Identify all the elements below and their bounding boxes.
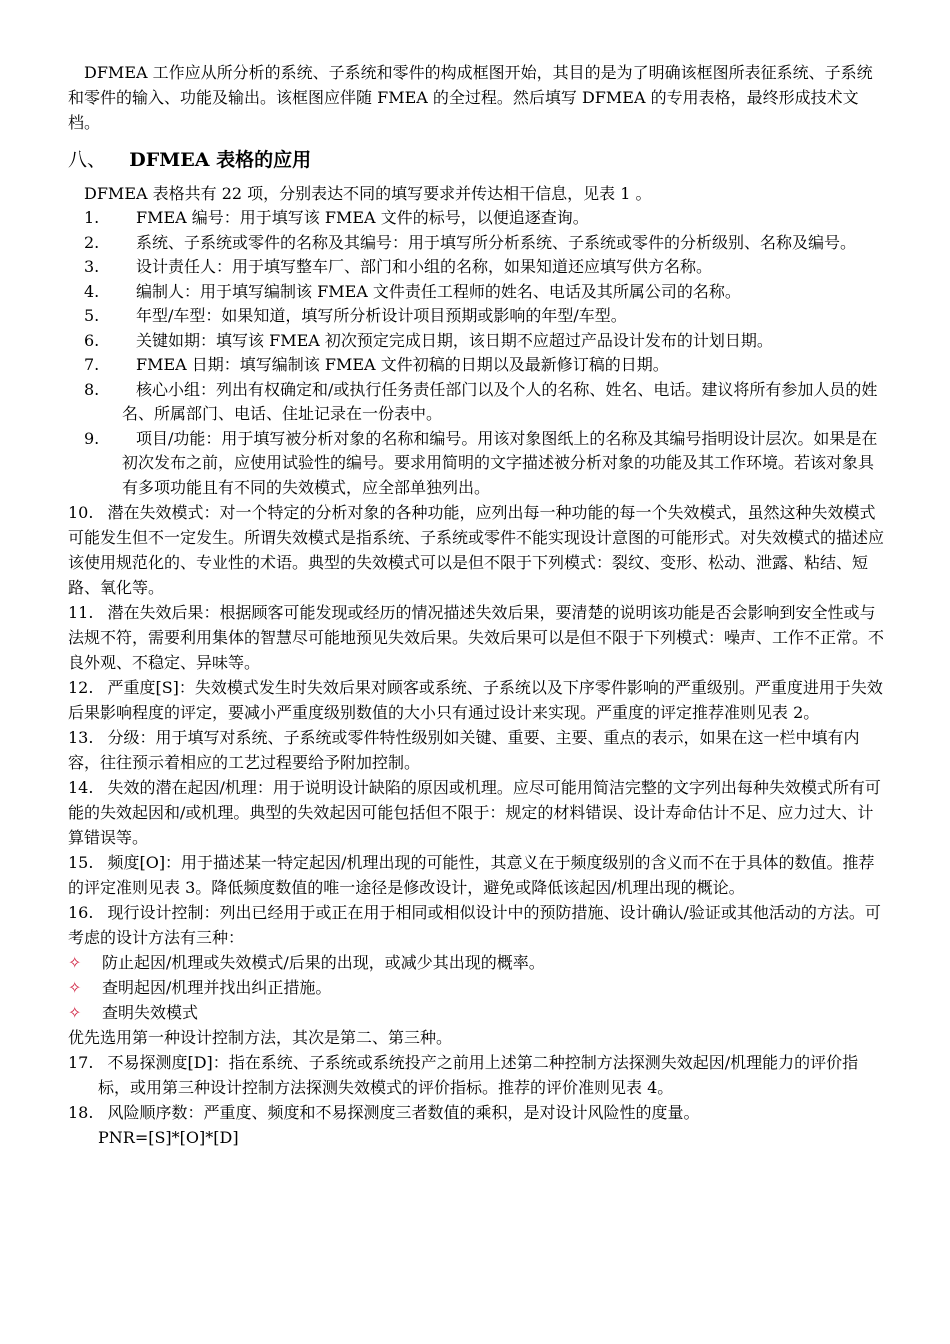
rpn-formula: PNR=[S]*[O]*[D] bbox=[98, 1128, 239, 1147]
item-text: 严重度[S]：失效模式发生时失效后果对顾客或系统、子系统以及下序零件影响的严重级别。严重度进用于失效后果影响程度的评定，要减小严重度级别数值的大小只有通过设计来实现。严重度的评定推荐准则见表 2。 bbox=[68, 678, 883, 722]
intro-paragraph: DFMEA 工作应从所分析的系统、子系统和零件的构成框图开始，其目的是为了明确该框图所表征系统、子系统和零件的输入、功能及输出。该框图应伴随 FMEA 的全过程。然后填写 DFMEA 的专用表格，最终形成技术文档。 bbox=[68, 63, 873, 132]
item-text: 风险顺序数：严重度、频度和不易探测度三者数值的乘积，是对设计风险性的度量。 bbox=[107, 1103, 700, 1122]
item-text: FMEA 日期：填写编制该 FMEA 文件初稿的日期以及最新修订稿的日期。 bbox=[136, 355, 669, 374]
item-text: 关键如期：填写该 FMEA 初次预定完成日期，该日期不应超过产品设计发布的计划日期。 bbox=[136, 330, 773, 350]
item-number: 10. bbox=[68, 503, 94, 522]
list-item bbox=[68, 353, 888, 378]
list-item bbox=[68, 850, 888, 900]
list-item bbox=[68, 231, 888, 256]
item-text: 年型/车型：如果知道，填写所分析设计项目预期或影响的年型/车型。 bbox=[136, 306, 627, 325]
item-number: 11. bbox=[68, 603, 94, 622]
item-number: 5. bbox=[84, 306, 100, 325]
list-item bbox=[68, 975, 888, 1000]
item-text: 核心小组：列出有权确定和/或执行任务责任部门以及个人的名称、姓名、电话。建议将所有参加人员的姓名、所属部门、电话、住址记录在一份表中。 bbox=[122, 379, 878, 423]
item-text: 现行设计控制：列出已经用于或正在用于相同或相似设计中的预防措施、设计确认/验证或其他活动的方法。可考虑的设计方法有三种： bbox=[68, 903, 881, 947]
list-item bbox=[68, 427, 888, 501]
list-item bbox=[68, 950, 888, 975]
diamond-bullet-icon: ✧ bbox=[68, 953, 82, 972]
item-number: 1. bbox=[84, 208, 100, 227]
list-item bbox=[68, 280, 888, 305]
numbered-list-block bbox=[68, 500, 888, 950]
item-text: 查明失效模式 bbox=[102, 1003, 199, 1022]
section-intro: DFMEA 表格共有 22 项，分别表达不同的填写要求并传达相干信息，见表 1 。 bbox=[84, 184, 652, 203]
item-number: 8. bbox=[84, 379, 100, 399]
section-title: DFMEA 表格的应用 bbox=[129, 149, 312, 171]
item-text: 编制人：用于填写编制该 FMEA 文件责任工程师的姓名、电话及其所属公司的名称。 bbox=[136, 281, 741, 301]
list-item bbox=[68, 775, 888, 850]
list-item bbox=[68, 1100, 888, 1125]
item-number: 2. bbox=[84, 232, 100, 252]
list-item bbox=[68, 675, 888, 725]
numbered-list-indented bbox=[68, 206, 888, 500]
item-number: 18. bbox=[68, 1103, 94, 1122]
list-item bbox=[68, 500, 888, 600]
list-item bbox=[68, 600, 888, 675]
item-text: FMEA 编号：用于填写该 FMEA 文件的标号，以便追逐查询。 bbox=[136, 208, 589, 227]
item-number: 3. bbox=[84, 257, 100, 276]
item-text: 潜在失效模式：对一个特定的分析对象的各种功能，应列出每一种功能的每一个失效模式，虽然这种失效模式可能发生但不一定发生。所谓失效模式是指系统、子系统或零件不能实现设计意图的可能形式。对失效模式的描述应该使用规范化的、专业性的术语。典型的失效模式可以是但不限于下列模式：裂纹、变形、松动、泄露、粘结、短路、氧化等。 bbox=[68, 503, 885, 597]
list-item bbox=[68, 1000, 888, 1025]
list-item bbox=[68, 725, 888, 775]
item-text: 防止起因/机理或失效模式/后果的出现，或减少其出现的概率。 bbox=[102, 953, 545, 972]
list-item bbox=[68, 255, 888, 280]
item-text: 查明起因/机理并找出纠正措施。 bbox=[102, 978, 332, 997]
list-item bbox=[68, 900, 888, 950]
item-text: 项目/功能：用于填写被分析对象的名称和编号。用该对象图纸上的名称及其编号指明设计层次。如果是在初次发布之前，应使用试验性的编号。要求用简明的文字描述被分析对象的功能及其工作环境。若该对象具有多项功能且有不同的失效模式，应全部单独列出。 bbox=[122, 428, 878, 497]
item-number: 16. bbox=[68, 903, 94, 922]
diamond-bullet-icon: ✧ bbox=[68, 978, 82, 997]
diamond-bullet-icon: ✧ bbox=[68, 1003, 82, 1022]
item-number: 7. bbox=[84, 355, 100, 374]
item-text: 设计责任人：用于填写整车厂、部门和小组的名称，如果知道还应填写供方名称。 bbox=[136, 257, 713, 276]
item-number: 6. bbox=[84, 330, 100, 350]
item-text: 不易探测度[D]：指在系统、子系统或系统投产之前用上述第二种控制方法探测失效起因/机理能力的评价指标，或用第三种设计控制方法探测失效模式的评价指标。推荐的评价准则见表 4。 bbox=[98, 1053, 859, 1097]
item-text: 分级：用于填写对系统、子系统或零件特性级别如关键、重要、主要、重点的表示，如果在这一栏中填有内容，往往预示着相应的工艺过程要给予附加控制。 bbox=[68, 728, 860, 772]
item-text: 潜在失效后果：根据顾客可能发现或经历的情况描述失效后果，要清楚的说明该功能是否会影响到安全性或与法规不符，需要利用集体的智慧尽可能地预见失效后果。失效后果可以是但不限于下列模式：噪声、工作不正常。不良外观、不稳定、异味等。 bbox=[68, 603, 885, 672]
item-number: 4. bbox=[84, 281, 100, 301]
item-text: 系统、子系统或零件的名称及其编号：用于填写所分析系统、子系统或零件的分析级别、名称及编号。 bbox=[136, 232, 857, 252]
item-number: 14. bbox=[68, 778, 94, 797]
item-number: 17. bbox=[68, 1053, 94, 1072]
list-item bbox=[68, 1050, 888, 1100]
section-heading bbox=[68, 145, 888, 175]
item-number: 9. bbox=[84, 428, 100, 448]
list-item bbox=[68, 304, 888, 329]
item-text: 失效的潜在起因/机理：用于说明设计缺陷的原因或机理。应尽可能用简洁完整的文字列出每种失效模式所有可能的失效起因和/或机理。典型的失效起因可能包括但不限于：规定的材料错误、设计寿命估计不足、应力过大、计算错误等。 bbox=[68, 778, 881, 847]
item-number: 13. bbox=[68, 728, 94, 747]
list-item bbox=[68, 329, 888, 354]
section-number: 八、 bbox=[68, 149, 107, 171]
design-control-methods-list bbox=[68, 950, 888, 1025]
list-item bbox=[68, 378, 888, 427]
item-number: 15. bbox=[68, 853, 94, 872]
item-number: 12. bbox=[68, 678, 94, 697]
numbered-list-hanging bbox=[68, 1050, 888, 1125]
item-text: 频度[O]：用于描述某一特定起因/机理出现的可能性，其意义在于频度级别的含义而不在于具体的数值。推荐的评定准则见表 3。降低频度数值的唯一途径是修改设计，避免或降低该起因/机理出现的概论。 bbox=[68, 853, 875, 897]
priority-note: 优先选用第一种设计控制方法，其次是第二、第三种。 bbox=[68, 1028, 453, 1047]
list-item bbox=[68, 206, 888, 231]
